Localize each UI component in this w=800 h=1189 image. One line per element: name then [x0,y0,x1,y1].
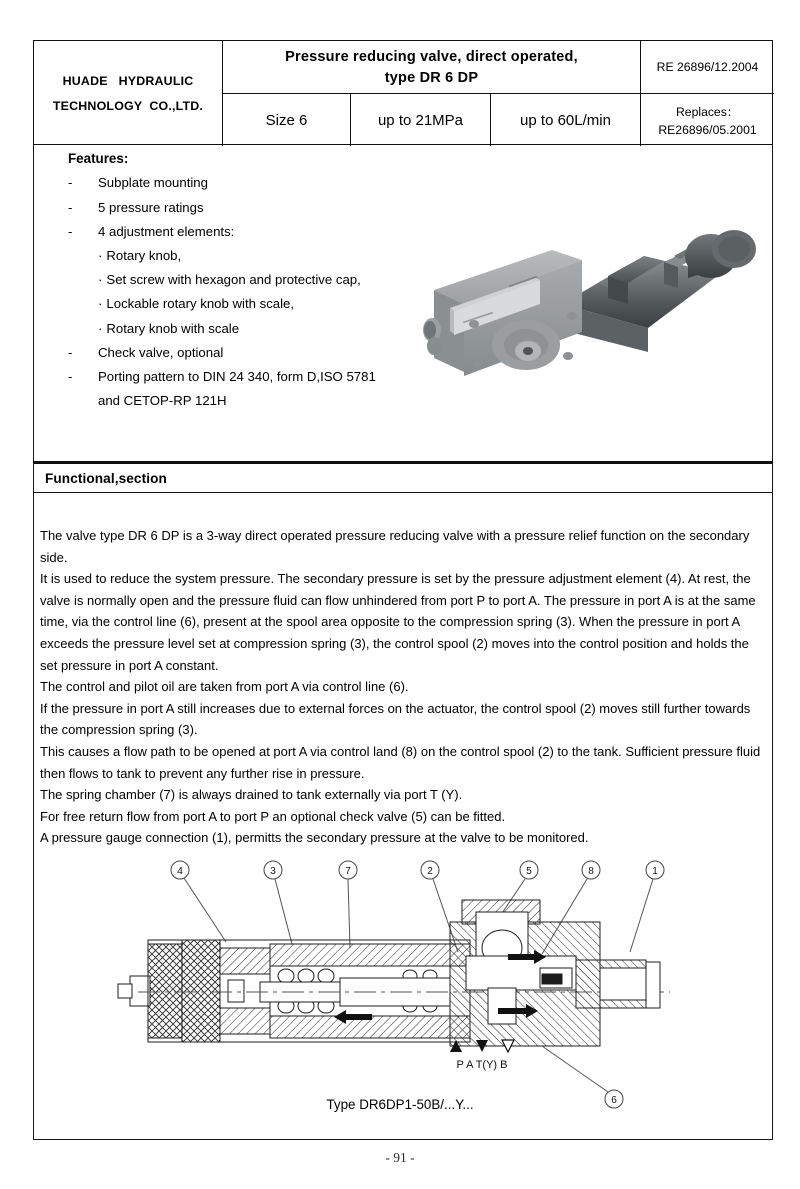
description-paragraph: The control and pilot oil are taken from port A via control line (6). [40,679,409,695]
feature-label-line-1: Porting pattern to DIN 24 340, form D,ISO 5781 [98,369,376,385]
description-paragraph: If the pressure in port A still increases due to external forces on the actuator, the control spool (2) moves still further towards the compression spring (3). [40,700,751,738]
feature-subitem [98,297,428,310]
feature-item [68,225,428,238]
feature-label: 5 pressure ratings [98,199,204,215]
subitem-bullet-dot: · [98,248,103,264]
feature-label: Check valve, optional [98,344,224,360]
company-name-cell [34,41,223,146]
description-paragraph: The spring chamber (7) is always drained to tank externally via port T (Y). [40,787,463,803]
valve-body-block [423,250,582,376]
document-header-table [33,40,773,145]
feature-item [68,346,428,359]
feature-label [98,370,428,407]
replaces-cell [641,94,774,146]
company-name-line-2: TECHNOLOGY CO.,LTD. [52,99,204,113]
feature-bullet-dash: - [68,175,73,191]
description-paragraph: It is used to reduce the system pressure. The secondary pressure is set by the pressure adjustment element (4). At rest, the valve is normally open and the pressure fluid can flow unhindered from port P to port A. The pressure in port A is at the same time, via the control line (6), present at the spool area opposite to the compression spring (3). When the pressure in port A exceeds the pressure level set at compression spring (3), the control spool (2) moves into the control position and holds the set pressure in port A constant. [40,571,756,673]
replaces-label: Replaces： [676,105,739,119]
feature-bullet-dash: - [68,369,73,385]
feature-bullet-dash: - [68,344,73,360]
max-pressure-cell: up to 21MPa [351,94,491,146]
features-heading: Features: [68,151,129,166]
description-paragraph: This causes a flow path to be opened at port A via control land (8) on the control spool (2) to the tank. Sufficient pressure fluid then flows to tank to prevent any further rise in pressure. [40,743,761,781]
feature-subitem [98,249,428,262]
subitem-bullet-dot: · [98,272,103,288]
port-labels: P A T(Y) B [456,1059,508,1071]
functional-section-band [34,461,772,493]
subitem-label: Rotary knob, [106,248,182,264]
feature-subitem [98,322,428,335]
functional-section-heading: Functional,section [45,470,167,486]
valve-cross-section-drawing [110,856,690,1126]
callout-number-2: 2 [427,866,433,877]
description-paragraph: A pressure gauge connection (1), permitts the secondary pressure at the valve to be monitored. [40,830,589,846]
drawing-caption: Type DR6DP1-50B/...Y... [326,1097,474,1112]
document-number-cell: RE 26896/12.2004 [641,41,774,94]
company-name-line-1: HUADE HYDRAULIC [62,74,194,88]
subitem-bullet-dot: · [98,296,103,312]
description-paragraph: For free return flow from port A to port P an optional check valve (5) can be fitted. [40,808,506,824]
description-paragraph: The valve type DR 6 DP is a 3-way direct operated pressure reducing valve with a pressure relief function on the secondary side. [40,528,750,565]
subitem-label: Lockable rotary knob with scale, [106,296,295,312]
adjustment-knob [685,230,756,278]
callout-number-7: 7 [345,866,351,877]
replaces-value: RE26896/05.2001 [658,123,757,137]
valve-size-cell: Size 6 [223,94,351,146]
page-number-footer: - 91 - [385,1150,415,1165]
feature-subitem [98,273,428,286]
callout-number-8: 8 [588,866,594,877]
feature-label: Subplate mounting [98,175,208,191]
features-block [68,152,428,418]
document-title-cell [223,41,641,94]
subitem-bullet-dot: · [98,320,103,336]
feature-item [68,370,428,407]
callout-number-4: 4 [177,866,183,877]
feature-bullet-dash: - [68,223,73,239]
document-title-line-2: type DR 6 DP [384,69,479,86]
callout-number-3: 3 [270,866,276,877]
callout-number-6: 6 [611,1095,617,1106]
subitem-label: Set screw with hexagon and protective cap, [106,272,361,288]
feature-label: 4 adjustment elements: [98,223,235,239]
feature-item [68,176,428,189]
document-title-line-1: Pressure reducing valve, direct operated, [285,48,578,65]
product-photo [412,212,764,398]
feature-bullet-dash: - [68,199,73,215]
subitem-label: Rotary knob with scale [106,320,240,336]
feature-item [68,201,428,214]
callout-number-1: 1 [652,866,658,877]
functional-description-text [40,525,768,849]
max-flow-cell: up to 60L/min [491,94,641,146]
callout-number-5: 5 [526,866,532,877]
feature-label-line-2: and CETOP-RP 121H [98,393,227,409]
